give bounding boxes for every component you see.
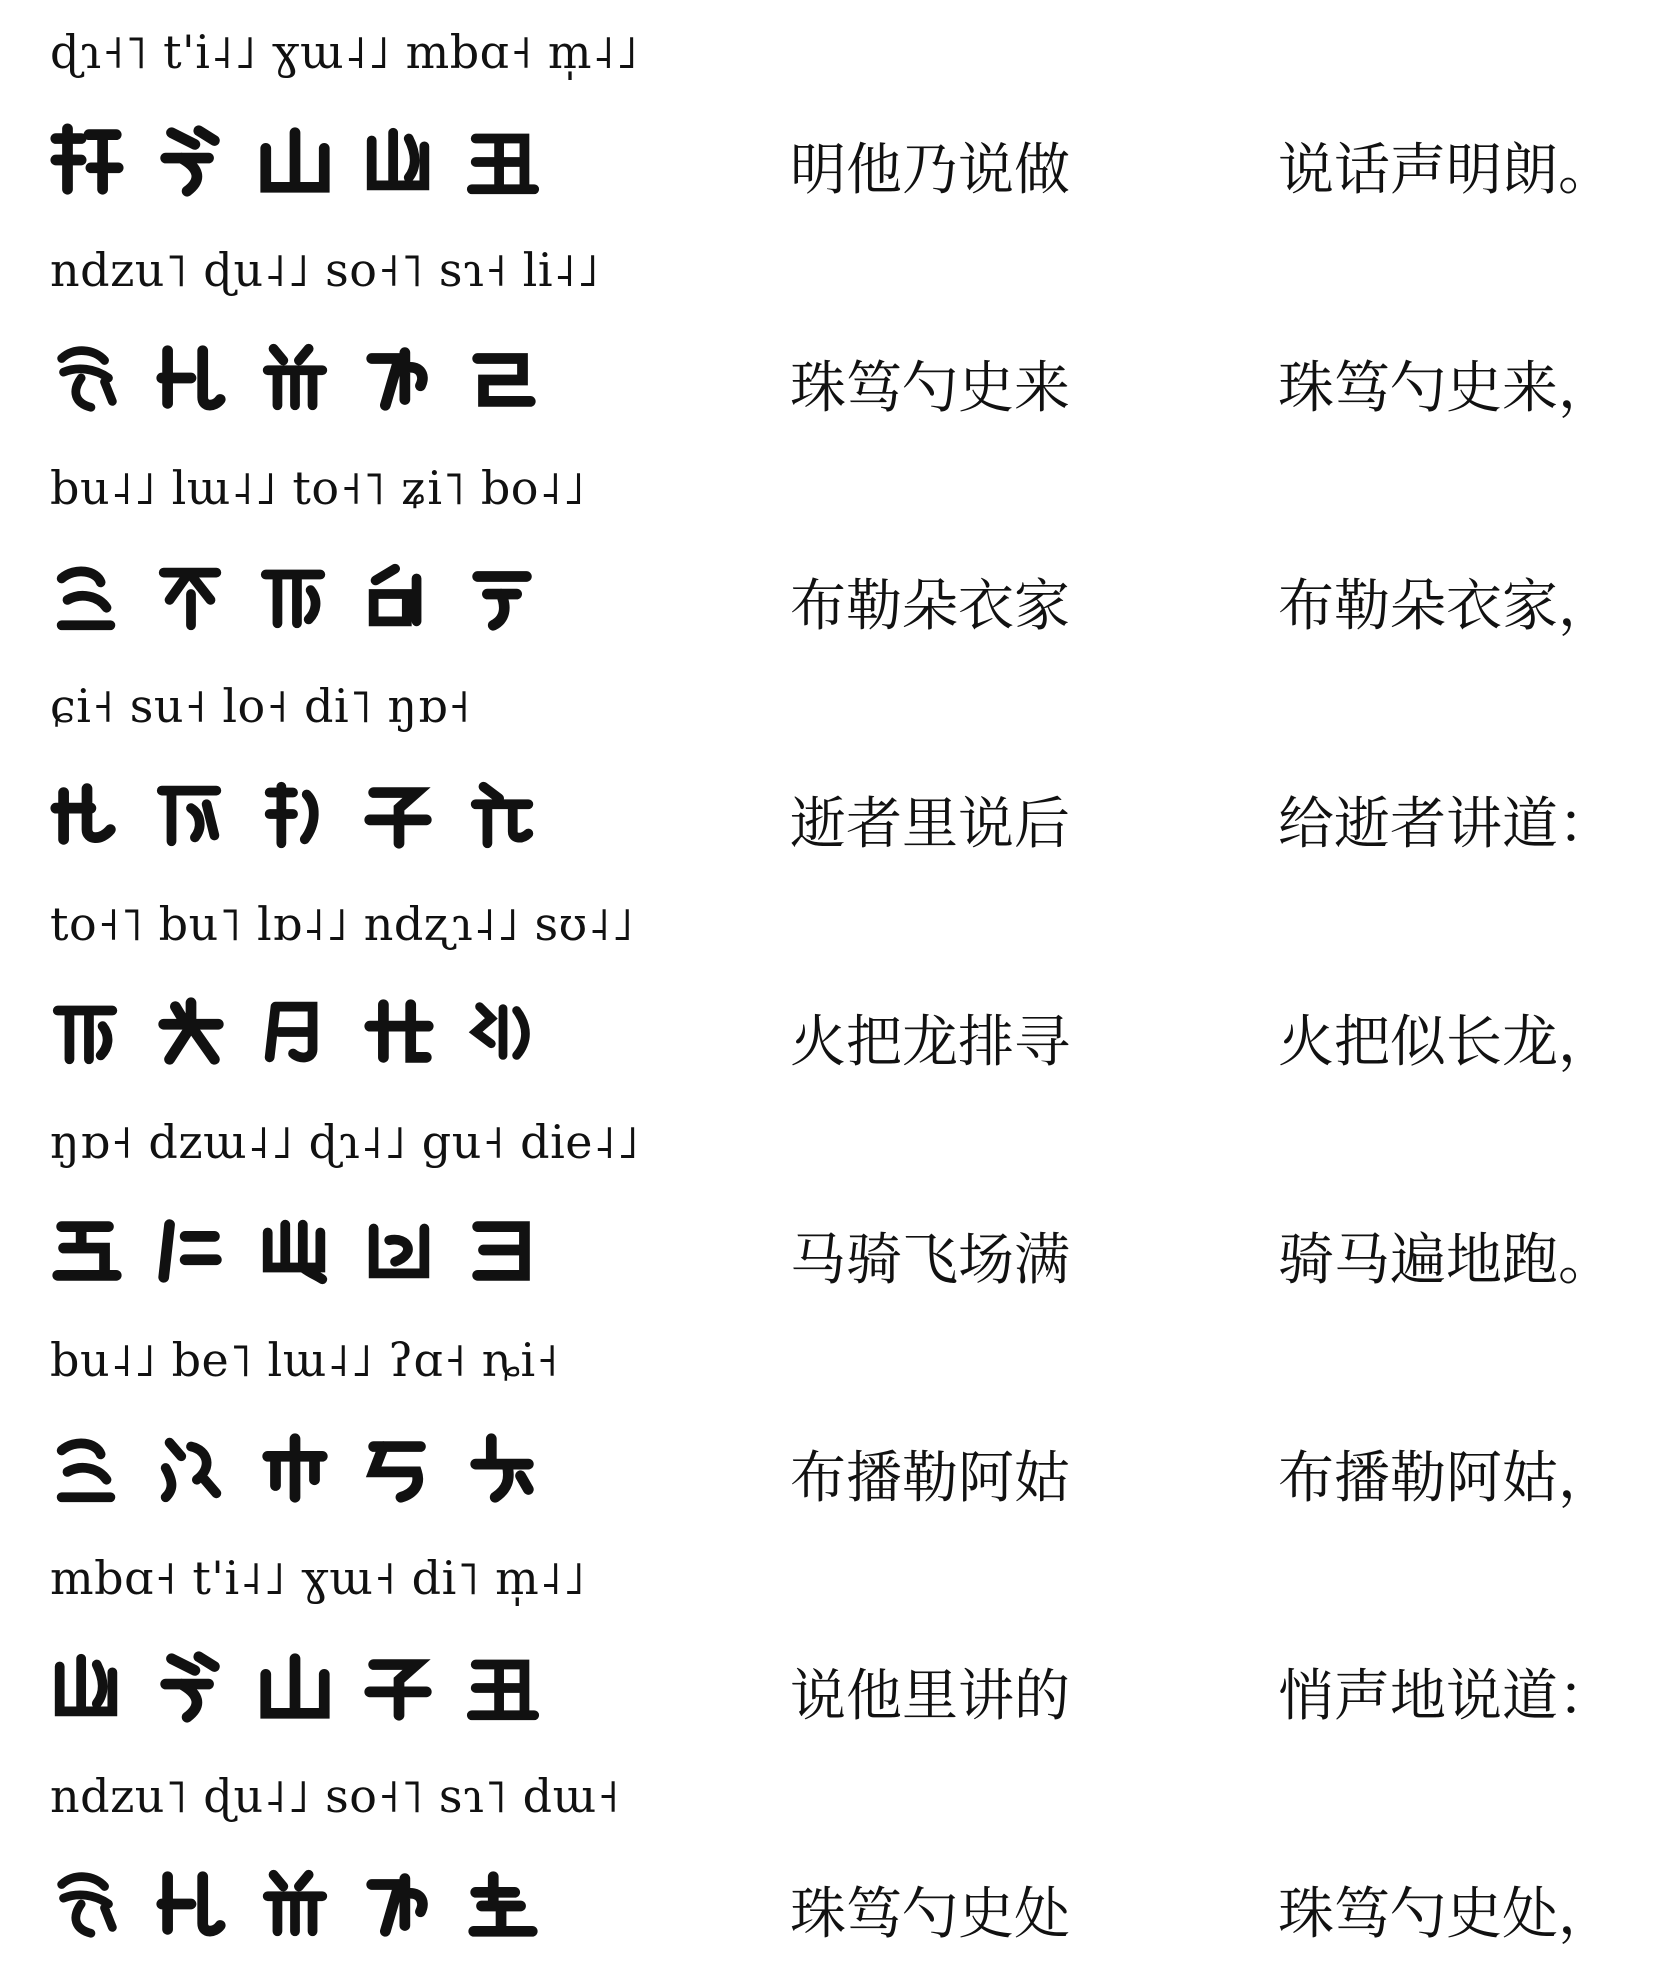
script-glyph-12 <box>152 554 230 638</box>
chinese-translation: 悄声地说道： <box>1278 1664 1614 1729</box>
script-glyph-14 <box>360 554 438 638</box>
yi-script-line <box>48 1200 568 1300</box>
script-glyph-38 <box>256 1644 334 1728</box>
chinese-gloss: 布播勒阿姑 <box>790 1446 1070 1511</box>
chinese-translation: 火把似长龙， <box>1278 1010 1614 1075</box>
chinese-gloss: 逝者里说后 <box>790 792 1070 857</box>
script-glyph-42 <box>152 1862 230 1946</box>
script-glyph-22 <box>152 990 230 1074</box>
script-glyph-18 <box>256 772 334 856</box>
script-glyph-04 <box>360 118 438 202</box>
script-glyph-13 <box>256 554 334 638</box>
script-glyph-27 <box>152 1208 230 1292</box>
script-glyph-45 <box>464 1862 542 1946</box>
chinese-translation: 珠笃勺史来， <box>1278 356 1614 421</box>
script-glyph-36 <box>48 1644 126 1728</box>
verse-line-5 <box>0 872 1674 1090</box>
yi-script-line <box>48 1854 568 1954</box>
script-glyph-21 <box>48 990 126 1074</box>
script-glyph-39 <box>360 1644 438 1728</box>
chinese-translation: 布勒朵衣家， <box>1278 574 1614 639</box>
chinese-gloss: 明他乃说做 <box>790 138 1070 203</box>
script-glyph-35 <box>464 1426 542 1510</box>
ipa-transcription: ɖɿ˧˥ t'i˨˩ ɣɯ˨˩ mbɑ˧ m̩˨˩ <box>50 25 639 79</box>
verse-line-8 <box>0 1526 1674 1744</box>
yi-script-line <box>48 982 568 1082</box>
ipa-transcription: bu˨˩ be˥ lɯ˨˩ ʔɑ˧ ȵi˧ <box>50 1333 559 1387</box>
script-glyph-40 <box>464 1644 542 1728</box>
ipa-transcription: mbɑ˧ t'i˨˩ ɣɯ˧ di˥ m̩˨˩ <box>50 1551 586 1605</box>
script-glyph-11 <box>48 554 126 638</box>
verse-line-4 <box>0 654 1674 872</box>
script-glyph-02 <box>152 118 230 202</box>
chinese-translation: 说话声明朗。 <box>1278 138 1614 203</box>
chinese-translation: 给逝者讲道： <box>1278 792 1614 857</box>
ipa-transcription: ɕi˧ su˧ lo˧ di˥ ŋɒ˧ <box>50 679 471 733</box>
script-glyph-28 <box>256 1208 334 1292</box>
script-glyph-25 <box>464 990 542 1074</box>
chinese-gloss: 马骑飞场满 <box>790 1228 1070 1293</box>
script-glyph-37 <box>152 1644 230 1728</box>
verse-line-6 <box>0 1090 1674 1308</box>
script-glyph-43 <box>256 1862 334 1946</box>
chinese-gloss: 火把龙排寻 <box>790 1010 1070 1075</box>
verse-line-9 <box>0 1744 1674 1962</box>
yi-script-line <box>48 328 568 428</box>
script-glyph-20 <box>464 772 542 856</box>
chinese-gloss: 珠笃勺史处 <box>790 1882 1070 1947</box>
script-glyph-09 <box>360 336 438 420</box>
ipa-transcription: ndzu˥ ɖu˨˩ so˧˥ sɿ˥ dɯ˧ <box>50 1769 620 1823</box>
script-glyph-07 <box>152 336 230 420</box>
chinese-translation: 布播勒阿姑， <box>1278 1446 1614 1511</box>
script-glyph-29 <box>360 1208 438 1292</box>
verse-line-2 <box>0 218 1674 436</box>
script-glyph-08 <box>256 336 334 420</box>
script-glyph-30 <box>464 1208 542 1292</box>
script-glyph-17 <box>152 772 230 856</box>
script-glyph-34 <box>360 1426 438 1510</box>
script-glyph-41 <box>48 1862 126 1946</box>
chinese-gloss: 布勒朵衣家 <box>790 574 1070 639</box>
yi-script-line <box>48 1418 568 1518</box>
script-glyph-19 <box>360 772 438 856</box>
script-glyph-31 <box>48 1426 126 1510</box>
script-glyph-05 <box>464 118 542 202</box>
yi-script-line <box>48 546 568 646</box>
script-glyph-15 <box>464 554 542 638</box>
script-glyph-01 <box>48 118 126 202</box>
script-glyph-33 <box>256 1426 334 1510</box>
ipa-transcription: ŋɒ˧ dzɯ˨˩ ɖɿ˨˩ gu˧ die˨˩ <box>50 1115 640 1169</box>
script-glyph-44 <box>360 1862 438 1946</box>
chinese-gloss: 珠笃勺史来 <box>790 356 1070 421</box>
yi-script-line <box>48 110 568 210</box>
yi-script-line <box>48 764 568 864</box>
verse-line-7 <box>0 1308 1674 1526</box>
yi-script-line <box>48 1636 568 1736</box>
script-glyph-16 <box>48 772 126 856</box>
chinese-translation: 骑马遍地跑。 <box>1278 1228 1614 1293</box>
script-glyph-32 <box>152 1426 230 1510</box>
chinese-gloss: 说他里讲的 <box>790 1664 1070 1729</box>
script-glyph-03 <box>256 118 334 202</box>
script-glyph-24 <box>360 990 438 1074</box>
ipa-transcription: bu˨˩ lɯ˨˩ to˧˥ ʑi˥ bo˨˩ <box>50 461 586 515</box>
verse-line-1 <box>0 0 1674 218</box>
verse-line-3 <box>0 436 1674 654</box>
script-glyph-10 <box>464 336 542 420</box>
ipa-transcription: ndzu˥ ɖu˨˩ so˧˥ sɿ˧ li˨˩ <box>50 243 600 297</box>
script-glyph-06 <box>48 336 126 420</box>
script-glyph-26 <box>48 1208 126 1292</box>
script-glyph-23 <box>256 990 334 1074</box>
chinese-translation: 珠笃勺史处， <box>1278 1882 1614 1947</box>
ipa-transcription: to˧˥ bu˥ lɒ˨˩ ndʐɿ˨˩ sʊ˨˩ <box>50 897 635 951</box>
